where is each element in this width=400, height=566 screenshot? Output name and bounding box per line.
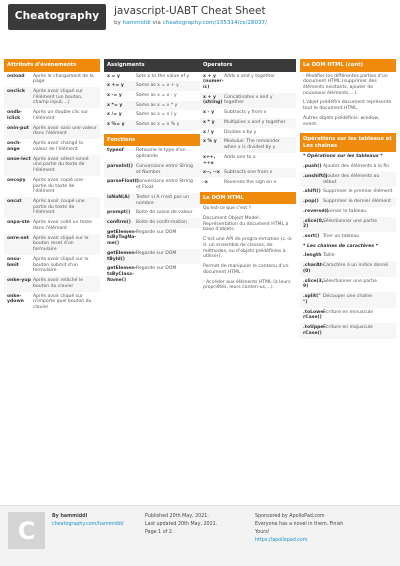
row-key: onse-lect bbox=[7, 156, 31, 162]
row-value: Découper une chaîne bbox=[323, 294, 373, 300]
row-key: .sort() bbox=[303, 233, 320, 239]
row-key: x + y (numer-ic) bbox=[203, 73, 224, 90]
table-row bbox=[4, 197, 100, 218]
row-key: .split(" ") bbox=[303, 294, 321, 305]
table-row bbox=[300, 197, 396, 207]
table-row bbox=[200, 178, 296, 188]
paragraph: Permet de manipuler le contenu d'un document HTML : bbox=[203, 264, 289, 275]
row-value: Écriture en minuscule bbox=[323, 309, 374, 315]
row-key: onload bbox=[7, 73, 25, 79]
row-key: onke-ydown bbox=[7, 293, 24, 305]
table-row bbox=[300, 232, 396, 242]
row-value: Same as x = x - y bbox=[136, 92, 177, 98]
rows-container bbox=[300, 162, 396, 242]
row-value: Trier un tableau bbox=[323, 233, 360, 239]
row-key: x -= y bbox=[107, 92, 122, 98]
row-key: prompt() bbox=[107, 210, 131, 216]
row-value: Après avoir cliqué sur le bouton reset d'un formulaire bbox=[33, 235, 89, 253]
subheading-arrays: * Opérations sur les tableaux * bbox=[303, 154, 383, 160]
row-key: x += y bbox=[107, 83, 124, 89]
row-key: onch-ange bbox=[7, 141, 22, 152]
table-row bbox=[104, 264, 200, 285]
row-value: Sets x to the value of y bbox=[136, 73, 190, 79]
row-value: Après avoir cliqué sur n'importe quel bouton du clavier bbox=[33, 293, 92, 310]
author-link[interactable]: hammiddi bbox=[122, 20, 151, 26]
row-key: confirm() bbox=[107, 220, 131, 226]
row-key: onin-put bbox=[7, 125, 29, 131]
row-value: Taille bbox=[323, 253, 335, 259]
table-row bbox=[200, 93, 296, 108]
row-value: Regarde sur DOM bbox=[136, 250, 177, 256]
row-value: Sélectionner une partie bbox=[323, 218, 377, 224]
row-key: x /= y bbox=[107, 112, 122, 118]
row-key: typeof bbox=[107, 148, 124, 154]
page-title: javascript-UABT Cheat Sheet bbox=[114, 5, 266, 17]
section-heading: Assignments bbox=[104, 59, 200, 72]
table-row bbox=[200, 128, 296, 138]
footer-published: Published 20th May, 2021. bbox=[145, 514, 209, 519]
row-key: x %= y bbox=[107, 122, 125, 128]
row-value: Adds x and y together bbox=[224, 73, 275, 79]
row-value: Après avoir sélect-ionné une partie du texte de l'élément bbox=[33, 156, 89, 174]
table-row bbox=[104, 91, 200, 101]
row-value: Caractère à un indice donné bbox=[323, 263, 389, 269]
row-value: Supprimer le premier élément bbox=[323, 189, 393, 195]
table-row bbox=[104, 218, 200, 228]
table-row bbox=[200, 118, 296, 128]
section-dom-html-cont bbox=[300, 59, 396, 129]
row-value: Regarde sur DOM bbox=[136, 229, 177, 235]
row-key: ondb-lclick bbox=[7, 110, 22, 121]
section-heading: Attributs d'événements bbox=[4, 59, 100, 72]
row-key: .toUppe-rCase() bbox=[303, 325, 326, 336]
paragraph: - Accéder aux éléments HTML (à leurs propriétés, leurs conten-us,...). bbox=[203, 279, 291, 291]
row-value: Retourne le type d'un opérande bbox=[136, 148, 186, 160]
section-heading: Fonctions bbox=[104, 134, 200, 147]
table-row bbox=[104, 228, 200, 249]
row-key: onclick bbox=[7, 88, 26, 94]
table-row bbox=[4, 87, 100, 108]
column-1 bbox=[4, 59, 100, 317]
rows-container bbox=[200, 72, 296, 188]
footer-sponsor-text-2: Yours! bbox=[255, 530, 270, 535]
table-row bbox=[104, 72, 200, 82]
table-row bbox=[300, 217, 396, 232]
row-value: Regarde sur DOM bbox=[136, 266, 177, 272]
row-key: x - y bbox=[203, 110, 215, 116]
table-row bbox=[104, 81, 200, 91]
row-key: x *= y bbox=[107, 102, 123, 108]
footer-author: By hammiddi bbox=[52, 514, 88, 519]
row-key: .push() bbox=[303, 164, 322, 170]
paragraph: Qu'est-ce que c'est ? bbox=[203, 206, 252, 212]
paragraph: Document Object Model: Représentation du document HTML à base d'objets. bbox=[203, 216, 289, 233]
table-row bbox=[4, 218, 100, 233]
section-assignments bbox=[104, 59, 200, 130]
table-row bbox=[200, 168, 296, 178]
column-4 bbox=[300, 59, 396, 343]
row-key: oncut bbox=[7, 198, 22, 204]
row-key: x + y (string) bbox=[203, 94, 223, 106]
row-value: Same as x = x * y bbox=[136, 102, 178, 108]
row-key: getElemen-tById() bbox=[107, 250, 137, 262]
row-key: .slice(0, 2) bbox=[303, 218, 324, 230]
table-row bbox=[4, 292, 100, 313]
row-value: Tester si A n'est pas un nombre bbox=[136, 194, 190, 206]
row-key: parseFloat() bbox=[107, 179, 139, 185]
table-row bbox=[4, 155, 100, 176]
avatar-letter: C bbox=[17, 516, 36, 545]
byline bbox=[114, 20, 267, 27]
row-key: .charAt-(0) bbox=[303, 263, 324, 274]
cheatography-logo[interactable] bbox=[8, 4, 106, 30]
rows-container bbox=[104, 72, 200, 130]
row-value: Après avoir copié une partie du texte de l'élément bbox=[33, 177, 83, 195]
page-footer bbox=[0, 505, 400, 566]
section-arrays-strings bbox=[300, 133, 396, 338]
table-row bbox=[300, 261, 396, 276]
section-heading: Le DOM HTML bbox=[200, 192, 296, 205]
row-value: Subtracts one from x bbox=[224, 170, 273, 176]
paragraph: Autres objets prédéfinis: window, event. bbox=[303, 115, 380, 127]
via-text: via bbox=[152, 20, 161, 26]
row-value: Après un double clic sur l'élément bbox=[33, 110, 89, 121]
row-value: Écriture en majuscule bbox=[323, 325, 373, 331]
section-heading: Opérations sur les tableaux et Les chaînes bbox=[300, 133, 396, 152]
row-key: .reverse() bbox=[303, 208, 329, 214]
footer-sponsor: Sponsored by ApolloPad.com bbox=[255, 514, 325, 519]
row-key: x--, --x bbox=[203, 170, 220, 176]
table-row bbox=[200, 108, 296, 118]
row-value: Multiplies x and y together bbox=[224, 119, 286, 125]
table-row bbox=[4, 176, 100, 197]
table-row bbox=[200, 72, 296, 93]
row-key: .toLowe-rCase() bbox=[303, 309, 326, 321]
table-row bbox=[300, 172, 396, 187]
row-value: Sélectionner une partie bbox=[323, 278, 377, 284]
paragraph: C'est une API de progra-mmation (c.-à-d. un ensemble de classes, de méthodes, ou d'objets prédéfinies à utiliser). bbox=[203, 237, 293, 260]
footer-sponsor-text-1: Everyone has a novel in them. Finish bbox=[255, 522, 344, 527]
table-row bbox=[4, 139, 100, 154]
row-key: onke-yup bbox=[7, 278, 31, 284]
logo-text: Cheatography bbox=[14, 10, 100, 23]
row-value: Après avoir relâché le bouton du clavier bbox=[33, 278, 84, 289]
row-key: parseInt() bbox=[107, 163, 133, 169]
footer-page: Page 1 of 2. bbox=[145, 530, 174, 535]
column-2 bbox=[104, 59, 200, 290]
subheading-strings: * Les chaînes de caractères * bbox=[303, 243, 379, 249]
footer-author-link[interactable]: cheatography.com/hammiddi/ bbox=[52, 522, 124, 527]
row-key: .slice(3, 9) bbox=[303, 278, 324, 290]
table-row bbox=[300, 323, 396, 338]
row-value: Ajouter des éléments au début bbox=[323, 173, 380, 185]
sheet-url-link[interactable]: cheatography.com/135314/cs/28037/ bbox=[162, 20, 268, 26]
rows-container bbox=[104, 146, 200, 285]
row-key: oncopy bbox=[7, 177, 26, 183]
table-row bbox=[200, 153, 296, 168]
row-key: x = y bbox=[107, 73, 121, 79]
table-row bbox=[104, 162, 200, 177]
row-key: x++, ++x bbox=[203, 154, 216, 166]
by-text: by bbox=[114, 20, 121, 26]
row-value: Concatinates x and y together bbox=[224, 94, 273, 106]
row-value: Same as x = x / y bbox=[136, 112, 177, 118]
row-value: Conversions entre String et Number bbox=[136, 163, 193, 175]
row-value: Après le chargement de la page bbox=[33, 73, 94, 85]
row-key: getElemen-tsByTagNa-me() bbox=[107, 229, 137, 247]
row-value: Boite de saisie de valeur bbox=[136, 210, 193, 216]
section-event-attributes bbox=[4, 59, 100, 313]
table-row bbox=[4, 276, 100, 291]
table-row bbox=[300, 162, 396, 172]
paragraph: - Modifier les différentes parties d'un document HTML (supprimer des éléments existants, ajouter de nouveaux éléments,...). bbox=[303, 73, 388, 96]
rows-container bbox=[4, 72, 100, 313]
table-row bbox=[104, 177, 200, 192]
table-row bbox=[104, 193, 200, 208]
row-key: .pop() bbox=[303, 199, 319, 205]
row-value: Inverser le tableau bbox=[323, 208, 367, 214]
column-3 bbox=[200, 59, 296, 297]
table-row bbox=[300, 207, 396, 217]
footer-sponsor-link[interactable]: https://apollopad.com bbox=[255, 538, 308, 543]
table-row bbox=[104, 120, 200, 130]
table-row bbox=[4, 234, 100, 255]
row-key: x % y bbox=[203, 139, 217, 145]
section-heading: Le DOM HTML (cont) bbox=[300, 59, 396, 72]
rows-container bbox=[300, 251, 396, 338]
row-value: Après avoir saisi une valeur dans l'élément bbox=[33, 125, 97, 137]
table-row bbox=[300, 187, 396, 197]
table-row bbox=[104, 101, 200, 111]
row-key: .unshift() bbox=[303, 173, 328, 179]
section-dom-html bbox=[200, 192, 296, 293]
row-value: Divides x by y bbox=[224, 129, 257, 135]
row-value: Ajouter des éléments à la fin bbox=[323, 164, 390, 170]
row-key: x / y bbox=[203, 129, 214, 135]
section-heading: Operators bbox=[200, 59, 296, 72]
row-key: onre-set bbox=[7, 235, 29, 241]
paragraphs-container bbox=[200, 204, 296, 293]
row-value: Boite de confir-mation bbox=[136, 220, 188, 226]
row-value: Après avoir collé un texte dans l'élément bbox=[33, 220, 92, 231]
avatar[interactable] bbox=[8, 512, 45, 549]
table-row bbox=[200, 137, 296, 152]
row-value: Same as x = x + y bbox=[136, 83, 179, 89]
row-key: x * y bbox=[203, 119, 215, 125]
row-value: Supprimer le dernier élément bbox=[323, 199, 391, 205]
row-key: .length bbox=[303, 253, 322, 259]
row-value: Après avoir cliqué sur le bouton submit d'un formulaire bbox=[33, 256, 89, 274]
row-value: Modulus: The remainder when x is divided by y bbox=[224, 139, 280, 151]
table-row bbox=[104, 146, 200, 161]
table-row bbox=[4, 124, 100, 139]
page-header bbox=[0, 0, 400, 58]
row-key: onpa-ste bbox=[7, 220, 30, 226]
row-key: onsu-bmit bbox=[7, 256, 22, 268]
paragraphs-container bbox=[300, 72, 396, 130]
row-key: isNaN(A) bbox=[107, 194, 130, 200]
row-value: Après avoir changé la valeur de l'élément bbox=[33, 141, 83, 152]
section-operators bbox=[200, 59, 296, 188]
footer-updated: Last updated 20th May, 2021. bbox=[145, 522, 218, 527]
table-row bbox=[300, 277, 396, 292]
table-row bbox=[300, 308, 396, 323]
table-row bbox=[104, 249, 200, 264]
table-row bbox=[4, 108, 100, 123]
row-value: Adds one to x bbox=[224, 154, 256, 160]
row-key: .shift() bbox=[303, 189, 321, 195]
table-row bbox=[300, 292, 396, 307]
table-row bbox=[104, 208, 200, 218]
row-value: Reverses the sign on x bbox=[224, 180, 277, 186]
row-value: Same as x = x % y bbox=[136, 122, 180, 128]
row-value: Conversions entre String et Float bbox=[136, 179, 193, 191]
row-value: Après avoir coupé une partie du texte de l'élément bbox=[33, 198, 85, 216]
row-value: Subtracts y from x bbox=[224, 110, 267, 116]
table-row bbox=[4, 255, 100, 276]
table-row bbox=[4, 72, 100, 87]
table-row bbox=[104, 110, 200, 120]
row-value: Après avoir cliqué sur l'élément (un bouton, champ input,...) bbox=[33, 88, 83, 106]
row-key: getElemen-tsByClass-Name() bbox=[107, 266, 137, 283]
table-row bbox=[300, 251, 396, 261]
row-key: -x bbox=[203, 180, 208, 186]
section-functions bbox=[104, 134, 200, 286]
paragraph: L'objet prédéfini document représente tout le document HTML. bbox=[303, 100, 392, 112]
